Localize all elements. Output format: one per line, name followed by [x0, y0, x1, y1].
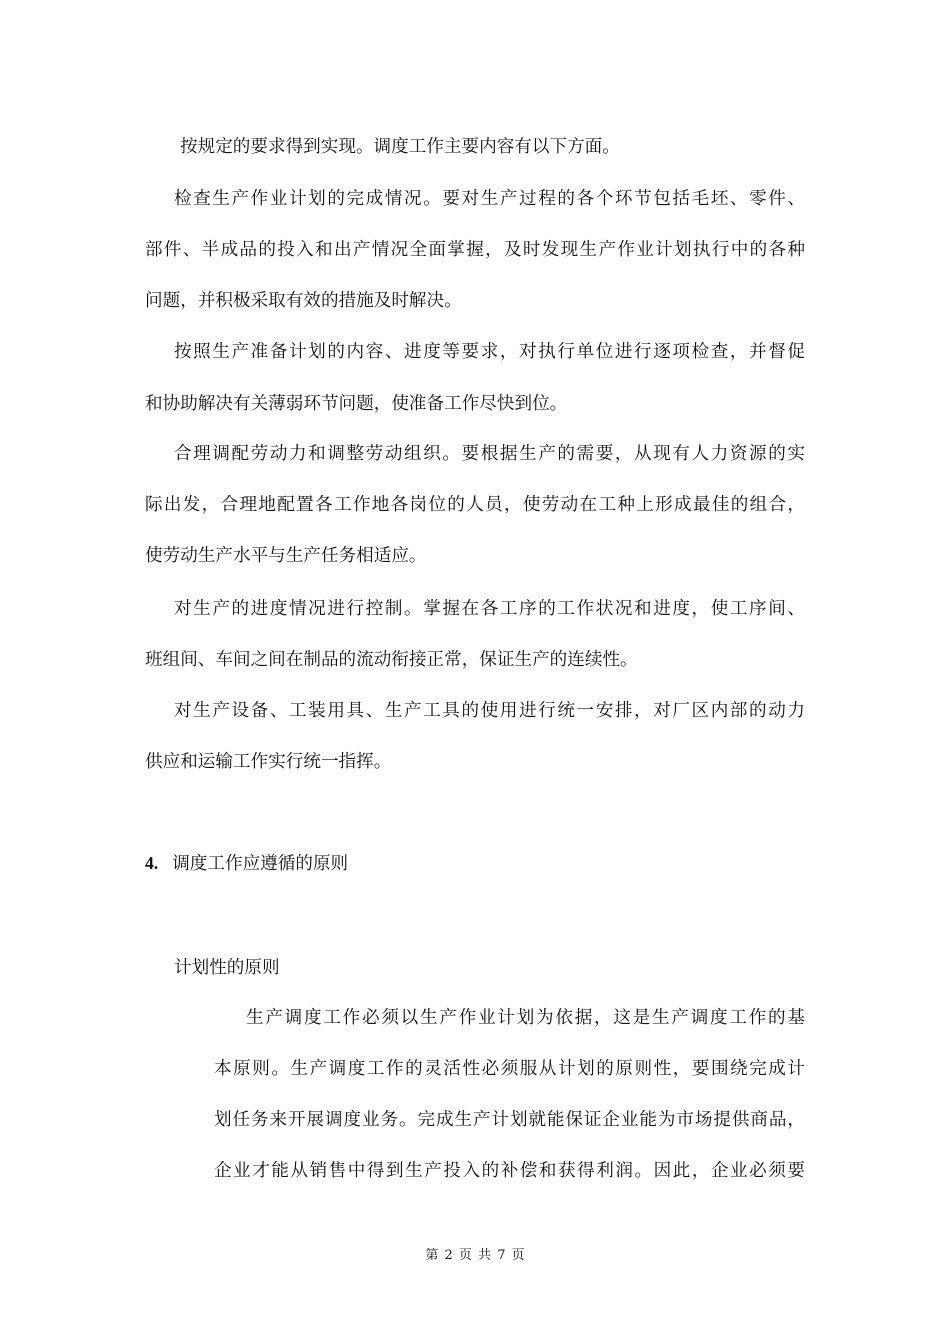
body-line: 和协助解决有关薄弱环节问题，使准备工作尽快到位。 — [145, 394, 568, 414]
body-line: 检查生产作业计划的完成情况。要对生产过程的各个环节包括毛坯、零件、 — [174, 189, 805, 209]
sub-body-line: 划任务来开展调度业务。完成生产计划就能保证企业能为市场提供商品， — [214, 1110, 805, 1130]
body-line: 合理调配劳动力和调整劳动组织。要根据生产的需要，从现有人力资源的实 — [174, 444, 805, 464]
page-footer: 第 2 页 共 7 页 — [425, 1248, 525, 1263]
sub-body-line: 生产调度工作必须以生产作业计划为依据，这是生产调度工作的基 — [246, 1008, 805, 1028]
body-line: 问题，并积极采取有效的措施及时解决。 — [145, 291, 462, 311]
sub-heading: 计划性的原则 — [174, 958, 280, 978]
body-line: 按规定的要求得到实现。调度工作主要内容有以下方面。 — [180, 137, 620, 157]
body-line: 际出发，合理地配置各工作地各岗位的人员，使劳动在工种上形成最佳的组合， — [145, 495, 805, 515]
sub-body-line: 本原则。生产调度工作的灵活性必须服从计划的原则性，要围绕完成计 — [214, 1059, 805, 1079]
body-line: 按照生产准备计划的内容、进度等要求，对执行单位进行逐项检查，并督促 — [174, 342, 805, 362]
section-heading — [145, 851, 348, 876]
body-line: 班组间、车间之间在制品的流动衔接正常，保证生产的连续性。 — [145, 650, 638, 670]
body-line: 供应和运输工作实行统一指挥。 — [145, 752, 392, 772]
section-title: 调度工作应遵循的原则 — [172, 854, 349, 874]
sub-body-line: 企业才能从销售中得到生产投入的补偿和获得利润。因此，企业必须要 — [214, 1161, 805, 1181]
body-line: 部件、半成品的投入和出产情况全面掌握，及时发现生产作业计划执行中的各种 — [145, 240, 805, 260]
body-line: 对生产的进度情况进行控制。掌握在各工序的工作状况和进度，使工序间、 — [174, 599, 805, 619]
body-line: 使劳动生产水平与生产任务相适应。 — [145, 546, 427, 566]
body-line: 对生产设备、工装用具、生产工具的使用进行统一安排，对厂区内部的动力 — [174, 701, 805, 721]
section-number: 4. — [145, 853, 159, 873]
